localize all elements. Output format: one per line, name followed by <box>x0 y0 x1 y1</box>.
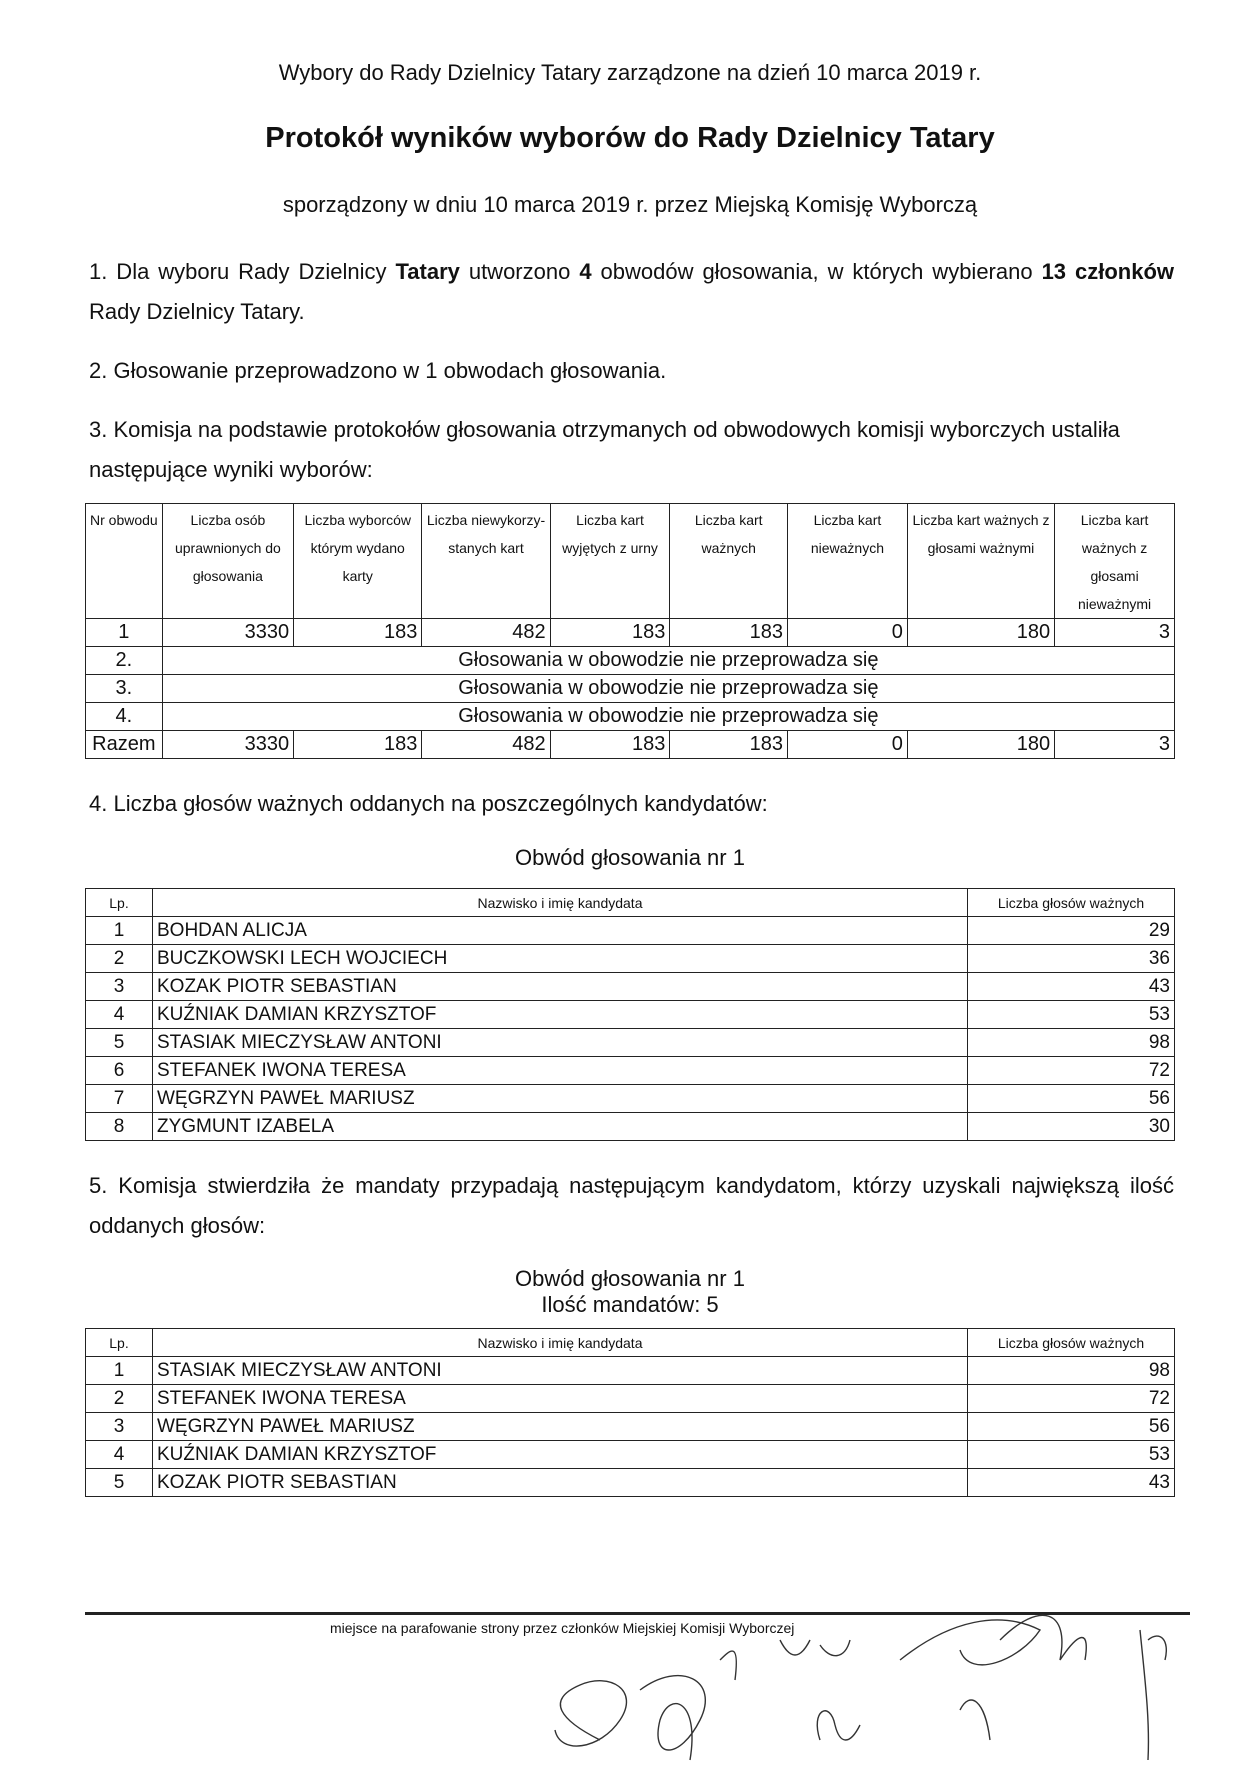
footer-initials-label: miejsce na parafowanie strony przez członków Miejskiej Komisji Wyborczej <box>330 1620 795 1636</box>
column-header: Liczba kart ważnych z głosami ważnymi <box>907 504 1054 619</box>
mandates-count: Ilość mandatów: 5 <box>541 1292 719 1317</box>
table-row: 4. Głosowania w obowodzie nie przeprowadza się <box>86 703 1175 731</box>
table-row: 1 BOHDAN ALICJA 29 <box>86 917 1175 945</box>
section-5-subtitle: Obwód głosowania nr 1 <box>515 1266 745 1291</box>
table-total-row: Razem 3330 183 482 183 183 0 180 3 <box>86 731 1175 759</box>
table-row: 2. Głosowania w obowodzie nie przeprowadza się <box>86 647 1175 675</box>
election-header: Wybory do Rady Dzielnicy Tatary zarządzone na dzień 10 marca 2019 r. <box>278 60 982 85</box>
column-header: Liczba niewykorzy-stanych kart <box>422 504 550 619</box>
table-header-row: Lp. Nazwisko i imię kandydata Liczba głosów ważnych <box>86 889 1175 917</box>
table-row: 6 STEFANEK IWONA TERESA 72 <box>86 1057 1175 1085</box>
column-header: Nr obwodu <box>86 504 163 619</box>
document-title: Protokół wyników wyborów do Rady Dzielnicy Tatary <box>265 122 995 154</box>
table-row: 4 KUŹNIAK DAMIAN KRZYSZTOF 53 <box>86 1441 1175 1469</box>
section-4-subtitle: Obwód głosowania nr 1 <box>515 845 745 870</box>
column-header: Liczba wyborców którym wydano karty <box>294 504 422 619</box>
table-row: 2 STEFANEK IWONA TERESA 72 <box>86 1385 1175 1413</box>
section-3: 3. Komisja na podstawie protokołów głosowania otrzymanych od obwodowych komisji wyborczych ustaliła następujące wyniki wyborów: <box>89 417 1120 482</box>
table-row: 7 WĘGRZYN PAWEŁ MARIUSZ 56 <box>86 1085 1175 1113</box>
section-5: 5. Komisja stwierdziła że mandaty przypadają następującym kandydatom, którzy uzyskali największą ilość oddanych głosów: <box>89 1173 1174 1238</box>
section-1: 1. Dla wyboru Rady Dzielnicy Tatary utworzono 4 obwodów głosowania, w których wybierano 13 członków Rady Dzielnicy Tatary. <box>89 259 1175 324</box>
column-header: Liczba kart nieważnych <box>788 504 908 619</box>
table-row: 1 STASIAK MIECZYSŁAW ANTONI 98 <box>86 1357 1175 1385</box>
table-row: 3. Głosowania w obowodzie nie przeprowadza się <box>86 675 1175 703</box>
table-row: 2 BUCZKOWSKI LECH WOJCIECH 36 <box>86 945 1175 973</box>
table-row: 5 KOZAK PIOTR SEBASTIAN 43 <box>86 1469 1175 1497</box>
column-header: Liczba kart wyjętych z urny <box>550 504 670 619</box>
section-4: 4. Liczba głosów ważnych oddanych na poszczególnych kandydatów: <box>89 791 768 816</box>
table-row: 1 3330 183 482 183 183 0 180 3 <box>86 619 1175 647</box>
table-row: 3 WĘGRZYN PAWEŁ MARIUSZ 56 <box>86 1413 1175 1441</box>
table-row: 4 KUŹNIAK DAMIAN KRZYSZTOF 53 <box>86 1001 1175 1029</box>
table-row: 3 KOZAK PIOTR SEBASTIAN 43 <box>86 973 1175 1001</box>
column-header: Liczba osób uprawnionych do głosowania <box>162 504 293 619</box>
table-header-row: Lp. Nazwisko i imię kandydata Liczba głosów ważnych <box>86 1329 1175 1357</box>
column-header: Liczba kart ważnych <box>670 504 788 619</box>
section-2: 2. Głosowanie przeprowadzono w 1 obwodach głosowania. <box>89 358 667 383</box>
table-row: 5 STASIAK MIECZYSŁAW ANTONI 98 <box>86 1029 1175 1057</box>
table-row: 8 ZYGMUNT IZABELA 30 <box>86 1113 1175 1141</box>
document-subtitle: sporządzony w dniu 10 marca 2019 r. przez Miejską Komisję Wyborczą <box>282 192 978 217</box>
column-header: Liczba kart ważnych z głosami nieważnymi <box>1055 504 1175 619</box>
